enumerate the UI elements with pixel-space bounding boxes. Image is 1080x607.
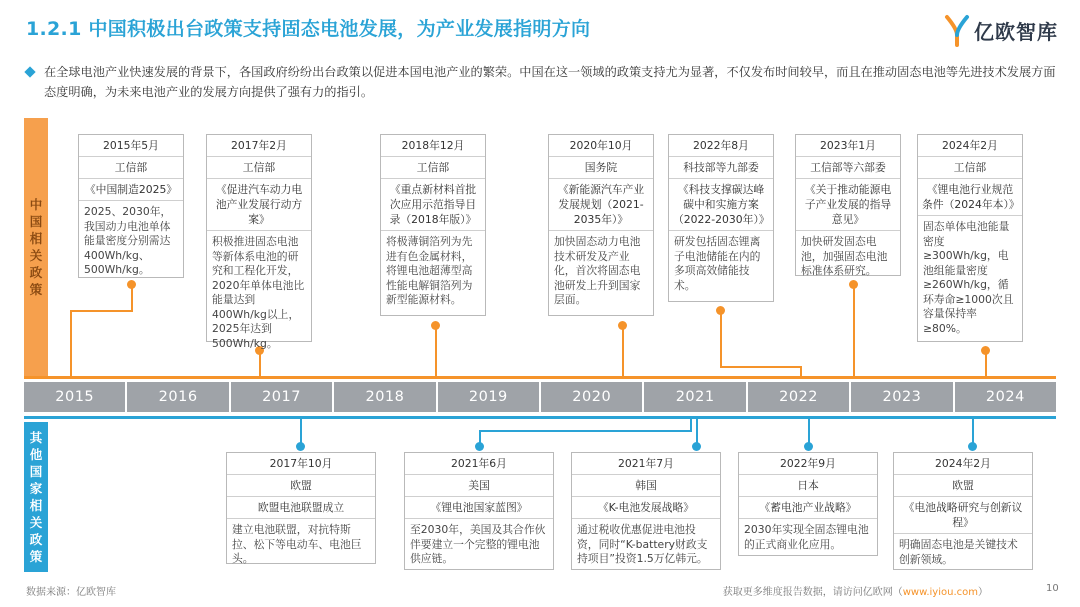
side-label-china: 中 国 相 关 政 策 bbox=[24, 118, 48, 376]
policy-desc: 2030年实现全固态锂电池的正式商业化应用。 bbox=[744, 523, 869, 551]
policy-date: 2021年7月 bbox=[572, 453, 720, 475]
policy-date: 2017年10月 bbox=[227, 453, 375, 475]
policy-name: 《科技支撑碳达峰碳中和实施方案（2022-2030年）》 bbox=[669, 179, 773, 231]
policy-card-other bbox=[571, 452, 721, 570]
policy-date: 2021年6月 bbox=[405, 453, 553, 475]
policy-desc: 积极推进固态电池等新体系电池的研究和工程化开发，2020年单体电池比能量达到400Wh/kg以上，2025年达到500Wh/kg。 bbox=[212, 235, 305, 350]
year-label: 2021 bbox=[644, 382, 747, 412]
connector-dot bbox=[296, 442, 305, 451]
connector-dot bbox=[981, 346, 990, 355]
policy-desc: 建立电池联盟，对抗特斯拉、松下等电动车、电池巨头。 bbox=[232, 523, 362, 565]
policy-date: 2023年1月 bbox=[796, 135, 900, 157]
policy-date: 2022年9月 bbox=[739, 453, 877, 475]
policy-name: 《促进汽车动力电池产业发展行动方案》 bbox=[207, 179, 311, 231]
year-axis bbox=[24, 382, 1056, 412]
policy-desc: 将极薄铜箔列为先进有色金属材料，将锂电池超薄型高性能电解铜箔列为新型能源材料。 bbox=[386, 235, 473, 306]
policy-card-china bbox=[380, 134, 486, 316]
year-label: 2015 bbox=[24, 382, 127, 412]
policy-card-other bbox=[893, 452, 1033, 570]
policy-org: 科技部等九部委 bbox=[669, 157, 773, 179]
policy-desc: 加快固态动力电池技术研发及产业化，首次将固态电池研发上升到国家层面。 bbox=[554, 235, 641, 306]
policy-org: 日本 bbox=[739, 475, 877, 497]
policy-date: 2024年2月 bbox=[894, 453, 1032, 475]
policy-card-china bbox=[795, 134, 901, 276]
policy-desc: 固态单体电池能量密度≥300Wh/kg，电池组能量密度≥260Wh/kg，循环寿命≥1000次且容量保持率≥80%。 bbox=[923, 220, 1014, 335]
policy-org: 工信部等六部委 bbox=[796, 157, 900, 179]
policy-card-other bbox=[226, 452, 376, 564]
policy-desc: 2025、2030年，我国动力电池单体能量密度分别需达400Wh/kg、500Wh/kg。 bbox=[84, 205, 172, 276]
page-number: 10 bbox=[1046, 583, 1059, 594]
policy-date: 2018年12月 bbox=[381, 135, 485, 157]
policy-org: 工信部 bbox=[381, 157, 485, 179]
policy-name: 欧盟电池联盟成立 bbox=[227, 497, 375, 519]
year-label: 2018 bbox=[334, 382, 437, 412]
policy-card-china bbox=[548, 134, 654, 316]
policy-name: 《重点新材料首批次应用示范指导目录（2018年版）》 bbox=[381, 179, 485, 231]
policy-org: 欧盟 bbox=[227, 475, 375, 497]
connector-dot bbox=[692, 442, 701, 451]
policy-card-other bbox=[404, 452, 554, 570]
policy-date: 2024年2月 bbox=[918, 135, 1022, 157]
policy-date: 2015年5月 bbox=[79, 135, 183, 157]
intro-text: 在全球电池产业快速发展的背景下，各国政府纷纷出台政策以促进本国电池产业的繁荣。中国在这一领域的政策支持尤为显著，不仅发布时间较早，而且在推动固态电池等先进技术发展方面态度明确，为未来电池产业的发展方向提供了强有力的指引。 bbox=[44, 65, 1056, 99]
year-label: 2020 bbox=[541, 382, 644, 412]
year-label: 2017 bbox=[231, 382, 334, 412]
logo-mark-icon bbox=[944, 13, 970, 47]
axis-line-top bbox=[24, 376, 1056, 379]
policy-desc: 加快研发固态电池，加强固态电池标准体系研究。 bbox=[801, 235, 888, 277]
connector-dot bbox=[968, 442, 977, 451]
policy-name: 《锂电池行业规范条件（2024年本）》 bbox=[918, 179, 1022, 216]
policy-org: 工信部 bbox=[918, 157, 1022, 179]
intro-paragraph bbox=[26, 62, 1061, 102]
policy-date: 2017年2月 bbox=[207, 135, 311, 157]
year-label: 2024 bbox=[985, 389, 1025, 405]
connector-dot bbox=[618, 321, 627, 330]
connector-dot bbox=[475, 442, 484, 451]
policy-name: 《中国制造2025》 bbox=[79, 179, 183, 201]
policy-name: 《蓄电池产业战略》 bbox=[739, 497, 877, 519]
policy-card-china bbox=[206, 134, 312, 350]
footer-link[interactable]: www.iyiou.com bbox=[902, 587, 978, 598]
year-label: 2022 bbox=[748, 382, 851, 412]
logo-text: 亿欧智库 bbox=[974, 19, 1058, 44]
policy-name: 《电池战略研究与创新议程》 bbox=[894, 497, 1032, 534]
policy-org: 工信部 bbox=[207, 157, 311, 179]
policy-desc: 通过税收优惠促进电池投资，同时“K-battery财政支持项目”投资1.5万亿韩元。 bbox=[577, 523, 708, 565]
policy-date: 2020年10月 bbox=[549, 135, 653, 157]
policy-card-china bbox=[668, 134, 774, 302]
logo bbox=[944, 12, 1058, 48]
axis-line-bottom bbox=[24, 416, 1056, 419]
footer-source: 数据来源：亿欧智库 bbox=[26, 587, 116, 598]
year-label: 2023 bbox=[851, 382, 954, 412]
policy-card-other bbox=[738, 452, 878, 556]
policy-desc: 明确固态电池是关键技术创新领域。 bbox=[899, 538, 1018, 566]
connector-dot bbox=[716, 306, 725, 315]
policy-org: 美国 bbox=[405, 475, 553, 497]
page-title: 1.2.1 中国积极出台政策支持固态电池发展，为产业发展指明方向 bbox=[26, 18, 591, 40]
policy-name: 《锂电池国家蓝图》 bbox=[405, 497, 553, 519]
policy-name: 《K-电池发展战略》 bbox=[572, 497, 720, 519]
policy-name: 《新能源汽车产业发展规划（2021-2035年）》 bbox=[549, 179, 653, 231]
policy-org: 国务院 bbox=[549, 157, 653, 179]
year-label: 2019 bbox=[438, 382, 541, 412]
policy-org: 欧盟 bbox=[894, 475, 1032, 497]
year-label: 2016 bbox=[127, 382, 230, 412]
footer-more: 获取更多维度报告数据，请访问亿欧网（www.iyiou.com） bbox=[722, 587, 988, 598]
side-label-other: 其 他 国 家 相 关 政 策 bbox=[24, 422, 48, 572]
policy-card-china bbox=[78, 134, 184, 278]
policy-date: 2022年8月 bbox=[669, 135, 773, 157]
policy-org: 工信部 bbox=[79, 157, 183, 179]
policy-name: 《关于推动能源电子产业发展的指导意见》 bbox=[796, 179, 900, 231]
policy-desc: 至2030年，美国及其合作伙伴要建立一个完整的锂电池供应链。 bbox=[410, 523, 546, 565]
policy-desc: 研发包括固态锂离子电池储能在内的多项高效储能技术。 bbox=[674, 235, 761, 292]
connector-dot bbox=[431, 321, 440, 330]
policy-card-china bbox=[917, 134, 1023, 342]
connector-dot bbox=[804, 442, 813, 451]
policy-org: 韩国 bbox=[572, 475, 720, 497]
